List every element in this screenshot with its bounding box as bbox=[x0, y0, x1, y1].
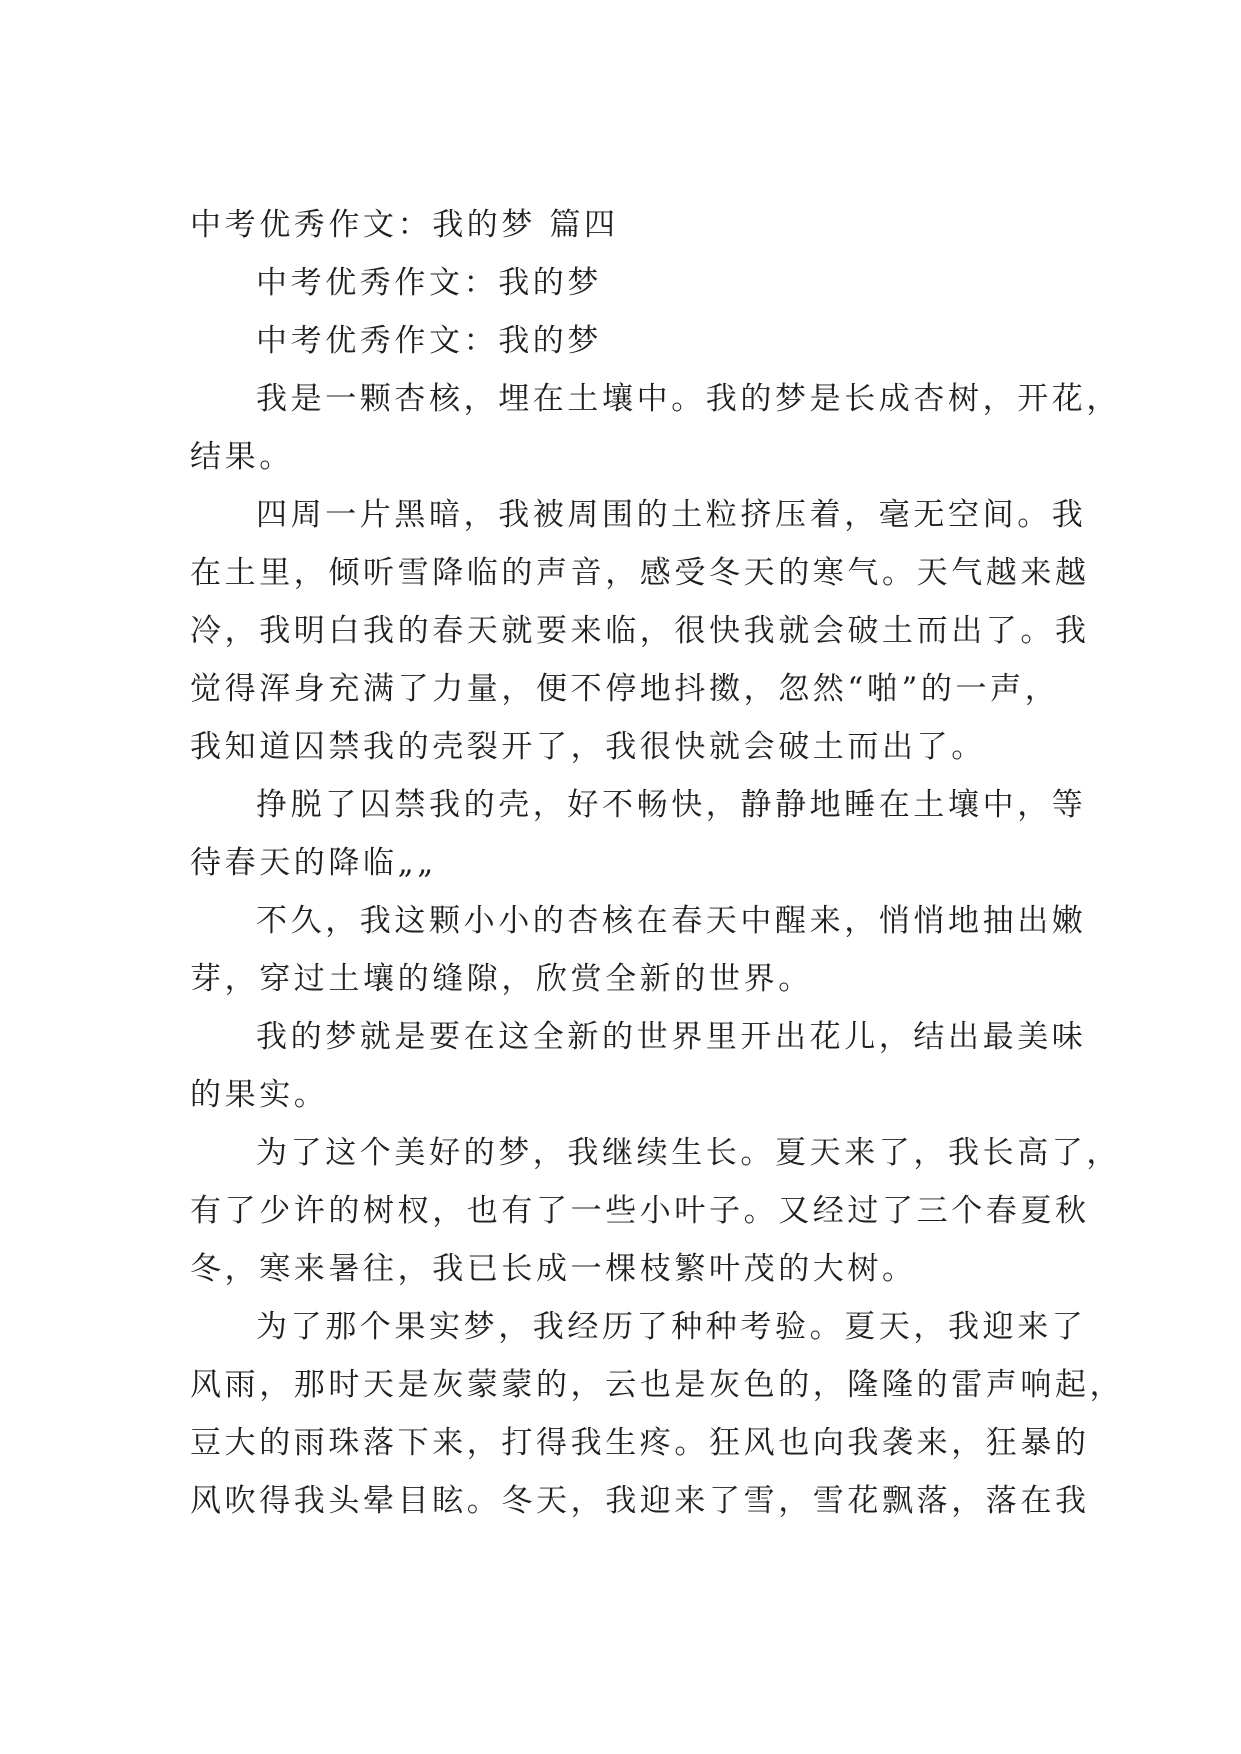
paragraph-line: 挣脱了囚禁我的壳，好不畅快，静静地睡在土壤中，等 bbox=[256, 787, 1087, 823]
essay-title: 中考优秀作文：我的梦 bbox=[256, 265, 602, 301]
paragraph-line: 豆大的雨珠落下来，打得我生疼。狂风也向我袭来，狂暴的 bbox=[190, 1425, 1090, 1461]
paragraph-line: 觉得浑身充满了力量，便不停地抖擞，忽然“啪”的一声， bbox=[190, 671, 1060, 707]
essay-heading: 中考优秀作文：我的梦 篇四 bbox=[190, 207, 619, 243]
paragraph-line: 我的梦就是要在这全新的世界里开出花儿，结出最美味 bbox=[256, 1019, 1087, 1055]
paragraph-line: 在土里，倾听雪降临的声音，感受冬天的寒气。天气越来越 bbox=[190, 555, 1090, 591]
paragraph-line: 待春天的降临„„ bbox=[190, 845, 437, 881]
paragraph-line: 芽，穿过土壤的缝隙，欣赏全新的世界。 bbox=[190, 961, 813, 997]
paragraph-line: 的果实。 bbox=[190, 1077, 329, 1113]
paragraph-line: 结果。 bbox=[190, 439, 294, 475]
paragraph-line: 冷，我明白我的春天就要来临，很快我就会破土而出了。我 bbox=[190, 613, 1090, 649]
essay-title: 中考优秀作文：我的梦 bbox=[256, 323, 602, 359]
paragraph-line: 风雨，那时天是灰蒙蒙的，云也是灰色的，隆隆的雷声响起， bbox=[190, 1367, 1125, 1403]
paragraph-line: 风吹得我头晕目眩。冬天，我迎来了雪，雪花飘落，落在我 bbox=[190, 1483, 1090, 1519]
paragraph-line: 有了少许的树杈，也有了一些小叶子。又经过了三个春夏秋 bbox=[190, 1193, 1090, 1229]
essay-body bbox=[190, 196, 1125, 1530]
paragraph-line: 我是一颗杏核，埋在土壤中。我的梦是长成杏树，开花， bbox=[256, 381, 1121, 417]
paragraph-line: 为了这个美好的梦，我继续生长。夏天来了，我长高了， bbox=[256, 1135, 1121, 1171]
paragraph-line: 四周一片黑暗，我被周围的土粒挤压着，毫无空间。我 bbox=[256, 497, 1087, 533]
paragraph-line: 冬，寒来暑往，我已长成一棵枝繁叶茂的大树。 bbox=[190, 1251, 917, 1287]
paragraph-line: 为了那个果实梦，我经历了种种考验。夏天，我迎来了 bbox=[256, 1309, 1087, 1345]
paragraph-line: 不久，我这颗小小的杏核在春天中醒来，悄悄地抽出嫩 bbox=[256, 903, 1087, 939]
paragraph-line: 我知道囚禁我的壳裂开了，我很快就会破土而出了。 bbox=[190, 729, 986, 765]
